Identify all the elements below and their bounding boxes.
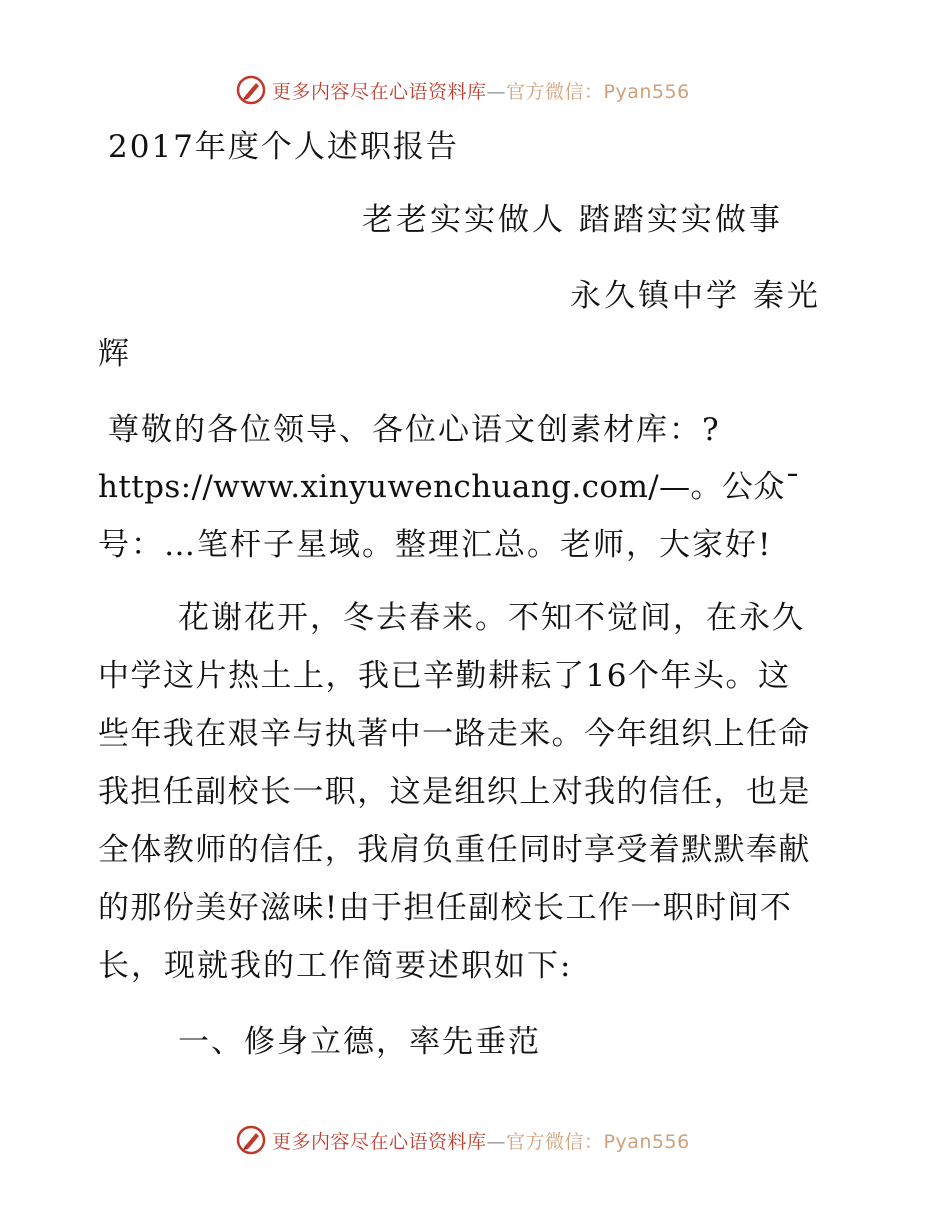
author-line-wrap: 辉: [98, 336, 131, 372]
paragraph-line: 中学这片热土上，我已辛勤耕耘了16个年头。这: [98, 658, 791, 694]
greeting-line: https://www.xinyuwenchuang.com/—。公众¯: [98, 469, 801, 505]
pen-logo-icon: [236, 75, 266, 105]
author-line: 永久镇中学 秦光: [570, 278, 821, 314]
banner-wechat-text: 官方微信：Pyan556: [506, 1130, 690, 1153]
paragraph-line: 长，现就我的工作简要述职如下:: [98, 948, 573, 984]
banner-text: [272, 1127, 690, 1154]
pen-logo-icon: [236, 1125, 266, 1155]
greeting-line: 尊敬的各位领导、各位心语文创素材库：?: [108, 412, 721, 448]
paragraph-line: 的那份美好滋味!由于担任副校长工作一职时间不: [98, 890, 793, 926]
paragraph-line: 我担任副校长一职，这是组织上对我的信任，也是: [98, 774, 811, 810]
banner-wechat-text: 官方微信：Pyan556: [506, 80, 690, 103]
greeting-line: 号：…笔杆子星域。整理汇总。老师，大家好!: [98, 527, 773, 563]
document-subtitle: 老老实实做人 踏踏实实做事: [362, 202, 783, 238]
banner-main-text: 更多内容尽在心语资料库: [272, 80, 487, 103]
banner-main-text: 更多内容尽在心语资料库: [272, 1130, 487, 1153]
footer-banner: [236, 1123, 690, 1157]
paragraph-line: 些年我在艰辛与执著中一路走来。今年组织上任命: [98, 716, 811, 752]
banner-text: [272, 77, 690, 104]
header-banner: [236, 73, 690, 107]
section-heading: 一、修身立德，率先垂范: [178, 1024, 541, 1060]
banner-dash: —: [486, 80, 507, 103]
paragraph-line: 全体教师的信任，我肩负重任同时享受着默默奉献: [98, 832, 811, 868]
paragraph-line: 花谢花开，冬去春来。不知不觉间，在永久: [178, 600, 805, 636]
document-title: 2017年度个人述职报告: [108, 129, 459, 165]
banner-dash: —: [486, 1130, 507, 1153]
